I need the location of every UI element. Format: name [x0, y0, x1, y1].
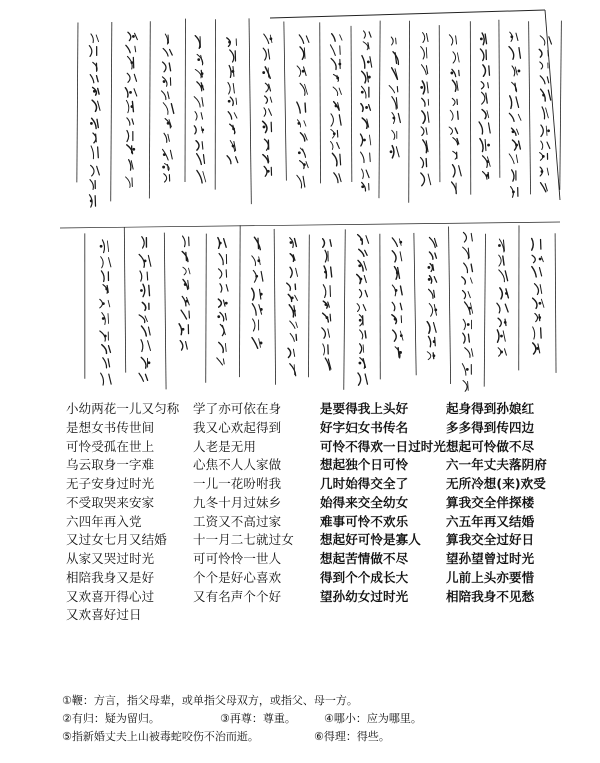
verse-line: 算我交全过好日 [446, 532, 535, 548]
verse-line: 是要得我上头好 [320, 401, 409, 416]
verse-line: 相陪我身又是好 [66, 569, 155, 585]
verse-line: 乌云取身一字难 [66, 457, 155, 473]
verse-line: 一儿一花吩咐我 [193, 476, 282, 491]
verse-line: 从家又哭过时光 [66, 551, 155, 566]
verse-line: 几时始得交全了 [320, 476, 409, 491]
verse-line: 小幼两花一儿又匀称 [66, 401, 180, 416]
verse-line: 工资又不高过家 [193, 513, 282, 529]
verse-line: 我又心欢起得到 [193, 419, 282, 435]
verse-line: 个个是好心喜欢 [193, 569, 282, 585]
verse-line: 又欢喜好过日 [66, 607, 142, 623]
verse-line: 望孙幼女过时光 [320, 588, 409, 604]
verse-line: 好字妇女书传名 [320, 419, 409, 435]
verse-line: 又过女七月又结婚 [66, 532, 167, 548]
verse-line: 又欢喜开得心过 [66, 588, 155, 604]
verse-line: 心焦不人人家做 [193, 457, 282, 473]
verse-line: 儿前上头亦要惜 [446, 569, 535, 585]
verse-line: 望孙望曾过时光 [446, 551, 535, 566]
footnote: ④哪小：应为哪里。 [324, 712, 422, 725]
verse-line: 无子安身过时光 [66, 476, 155, 491]
verse-line: 多多得到传四边 [446, 419, 535, 435]
verse-column-3 [320, 400, 447, 606]
verse-line: 难事可怜不欢乐 [320, 513, 409, 529]
verse-line: 起身得到孙娘红 [446, 401, 535, 416]
verse-line: 算我交全伴探楼 [446, 494, 535, 510]
footnote: ⑤指新婚丈夫上山被毒蛇咬伤不治而逝。 [62, 730, 259, 743]
footnotes [62, 692, 582, 746]
verse-line: 得到个个成长大 [320, 569, 409, 585]
verse-line: 无所冷想(来)欢受 [446, 476, 546, 491]
footnote: ⑥得理：得些。 [314, 730, 390, 743]
verse-line: 是想女书传世间 [66, 419, 155, 435]
verse-line: 可可怜怜一世人 [193, 551, 282, 566]
verse-line: 九冬十月过妹乡 [193, 494, 282, 510]
verse-line: 始得来交全幼女 [320, 494, 409, 510]
footnote-row [62, 710, 582, 728]
footnote-row [62, 692, 582, 710]
verse-line: 又有名声个个好 [193, 588, 282, 604]
footnote-row [62, 728, 582, 746]
verse-line: 相陪我身不见愁 [446, 588, 535, 604]
verse-line: 可怜不得欢一日过时光 [320, 438, 447, 454]
verse-line: 六四年再入党 [66, 513, 142, 529]
verse-line: 十一月二七就过女 [193, 532, 294, 548]
verse-line: 可怜受孤在世上 [66, 438, 155, 454]
footnote: ③再尊：尊重。 [220, 712, 296, 725]
verse-line: 六五年再又结婚 [446, 513, 535, 529]
verse-line: 不受取哭来安家 [66, 494, 155, 510]
verse-line: 六一年丈夫落阴府 [446, 457, 547, 473]
verse-line: 想起苦情做不尽 [320, 551, 409, 566]
verse-line: 学了亦可依在身 [193, 401, 282, 416]
verse-column-2 [193, 400, 315, 606]
verse-line: 想起独个日可怜 [320, 457, 409, 473]
verse-column-4 [446, 400, 568, 606]
verse-column-1 [66, 400, 188, 625]
verse-line: 人老是无用 [193, 438, 257, 454]
verse-line: 想起好可怜是寡人 [320, 532, 421, 548]
footnote: ②有归：疑为留归。 [62, 712, 160, 725]
verse-line: 想起可怜做不尽 [446, 438, 535, 454]
verse-transcription [66, 400, 566, 690]
footnote: ①鞭：方言，指父母辈，或单指父母双方，或指父、母一方。 [62, 694, 358, 707]
